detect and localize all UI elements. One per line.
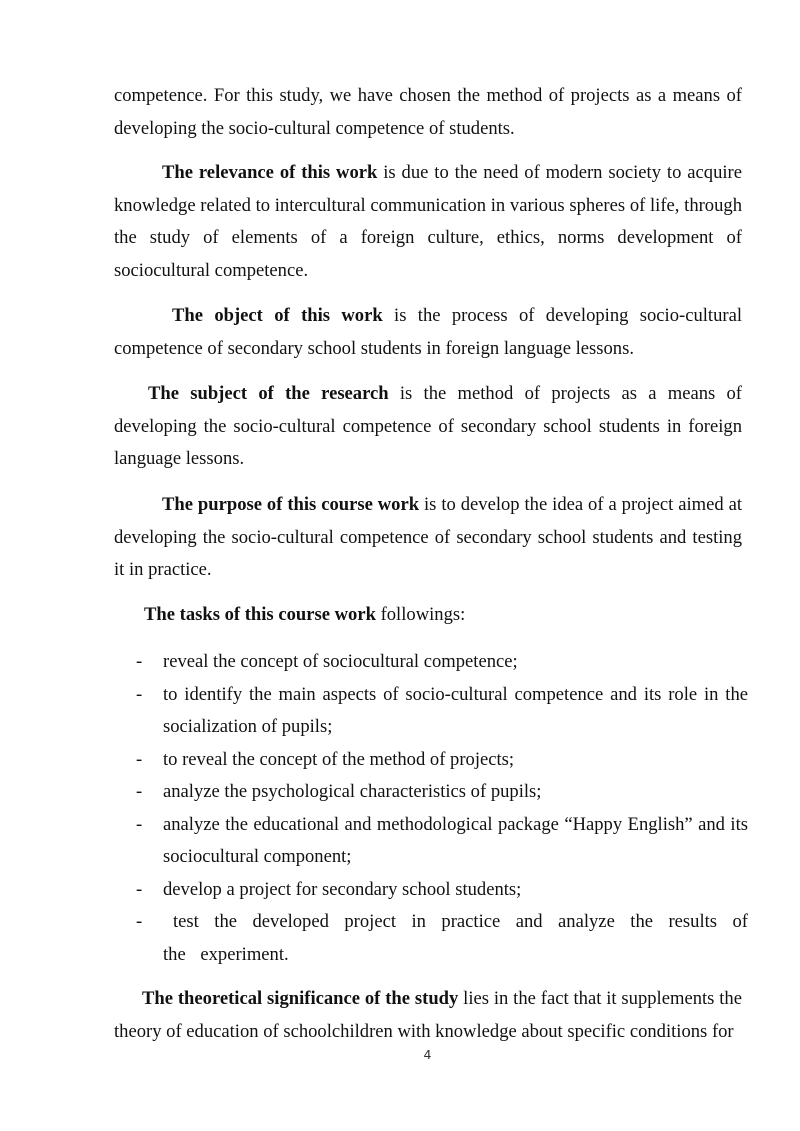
- object-text: is the process of developing socio-cultural competence of secondary school students in foreign language lessons.: [114, 305, 742, 359]
- relevance-paragraph: [114, 157, 742, 287]
- list-bullet: -: [136, 911, 143, 932]
- list-item-text: reveal the concept of sociocultural competence;: [163, 651, 518, 672]
- purpose-heading: The purpose of this course work: [162, 494, 420, 515]
- list-item: [136, 874, 748, 907]
- list-item-text: to reveal the concept of the method of projects;: [163, 748, 515, 770]
- tasks-paragraph: [114, 599, 742, 632]
- theory-paragraph: [114, 983, 742, 1048]
- purpose-text: is to develop the idea of a project aimed at developing the socio-cultural competence of secondary school students and testing it in practice.: [114, 494, 742, 580]
- relevance-text: is due to the need of modern society to acquire knowledge related to intercultural communication in various spheres of life, through the study of elements of a foreign culture, ethics, norms development of sociocultural competence.: [114, 162, 742, 281]
- object-heading: The object of this work: [172, 305, 383, 326]
- subject-paragraph: [114, 378, 742, 476]
- list-bullet: -: [136, 878, 143, 900]
- list-item-text: test the developed project in practice and analyze the results of the experiment.: [163, 911, 748, 965]
- list-item: [136, 776, 748, 809]
- list-bullet: -: [136, 683, 143, 705]
- page-number: 4: [423, 1047, 432, 1062]
- subject-text: is the method of projects as a means of developing the socio-cultural competence of secondary school students in foreign language lessons.: [114, 383, 743, 469]
- relevance-heading: The relevance of this work: [162, 162, 378, 183]
- list-item: [136, 646, 748, 679]
- list-bullet: -: [136, 651, 143, 672]
- list-item: [136, 744, 748, 777]
- list-item-text: develop a project for secondary school students;: [163, 878, 522, 900]
- intro-text: competence. For this study, we have chosen the method of projects as a means of developing the socio-cultural competence of students.: [114, 85, 742, 139]
- theory-text: lies in the fact that it supplements the theory of education of schoolchildren with knowledge about specific conditions for: [114, 988, 742, 1042]
- theory-heading: The theoretical significance of the study: [142, 988, 459, 1009]
- list-item: [136, 679, 748, 744]
- list-item-text: analyze the educational and methodological package “Happy English” and its sociocultural component;: [163, 813, 748, 867]
- subject-heading: The subject of the research: [148, 383, 389, 404]
- object-paragraph: [114, 300, 742, 365]
- list-bullet: -: [136, 813, 143, 835]
- list-item-text: analyze the psychological characteristics of pupils;: [163, 781, 542, 802]
- list-item: [136, 809, 748, 874]
- list-bullet: -: [136, 748, 143, 770]
- tasks-heading: The tasks of this course work: [144, 604, 376, 625]
- list-item: [136, 906, 748, 971]
- purpose-paragraph: [114, 489, 742, 587]
- tasks-list: [136, 646, 748, 971]
- intro-paragraph: [114, 80, 742, 145]
- list-item-text: to identify the main aspects of socio-cultural competence and its role in the socialization of pupils;: [163, 683, 748, 737]
- tasks-text: followings:: [375, 604, 466, 625]
- list-bullet: -: [136, 781, 143, 802]
